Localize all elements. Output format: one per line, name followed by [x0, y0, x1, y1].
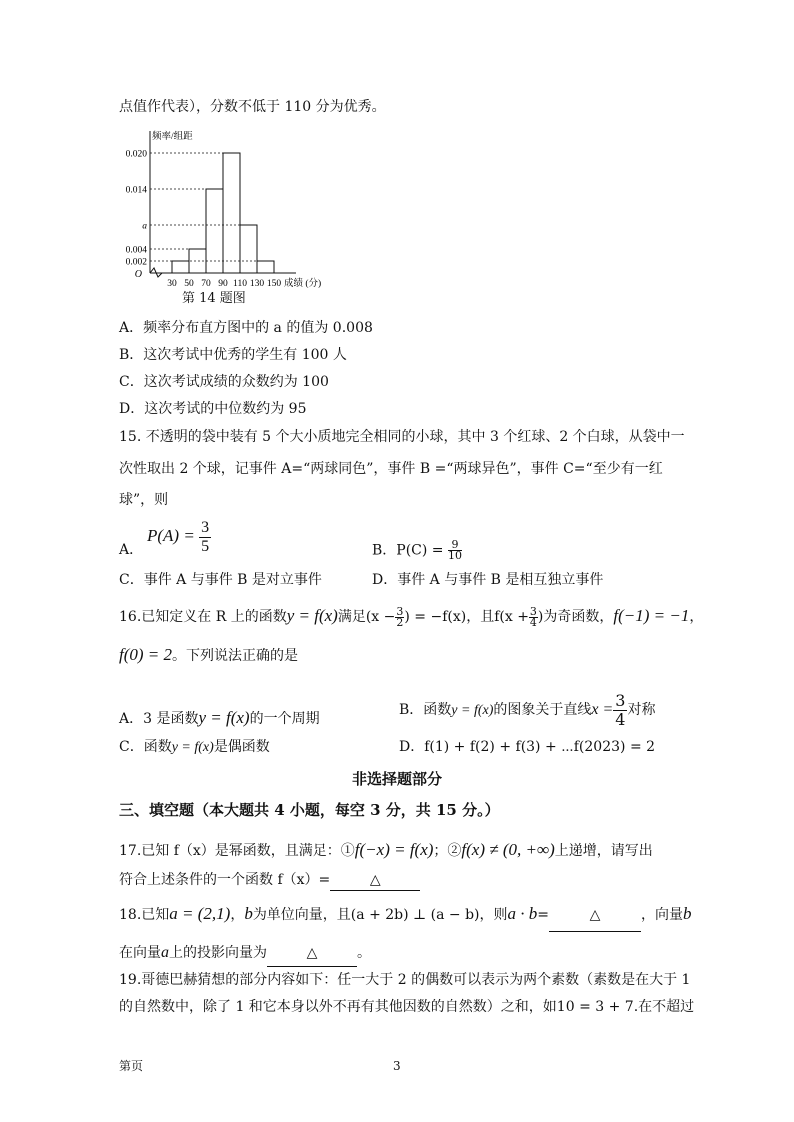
page-number: 3	[393, 1059, 401, 1073]
q17-prompt: 符合上述条件的一个函数 f（x）=	[119, 872, 331, 888]
q18-comma: ，	[230, 907, 245, 923]
q16-option-a	[119, 704, 320, 733]
q15-line-1: 15. 不透明的袋中装有 5 个大小质地完全相同的小球，其中 3 个红球、2 个白球，从袋中一	[119, 429, 685, 445]
q14-option-c: C．这次考试成绩的众数约为 100	[119, 374, 329, 390]
q15-b-num: 9	[448, 540, 462, 551]
q17-answer-blank[interactable]: △	[330, 870, 420, 891]
q15-option-b	[372, 540, 462, 561]
q19-line-1: 19.哥德巴赫猜想的部分内容如下：任一大于 2 的偶数可以表示为两个素数（素数是在大于 1	[119, 972, 691, 988]
q17-sep: ；②	[433, 843, 462, 859]
q16-prompt: 。下列说法正确的是	[172, 648, 299, 664]
q15-line-3: 球”，则	[119, 492, 169, 508]
q16-c-pre: C．函数	[119, 739, 172, 755]
y-tick-label: 0.014	[125, 185, 147, 196]
q18-condition: 为单位向量，且(a + 2b) ⊥ (a − b)，则	[252, 907, 508, 923]
x-tick-label: 130	[249, 279, 265, 289]
q18-line-1	[119, 898, 692, 932]
q18-intro: 18.已知	[119, 907, 170, 923]
q17-line-2	[119, 870, 420, 891]
q16-option-b	[399, 690, 655, 731]
q16-c1-den: 2	[396, 615, 404, 629]
q16-line-1	[119, 600, 703, 633]
q16-f-minus-one: f(−1) = −1	[613, 606, 690, 625]
q16-b-pre: B．函数	[399, 702, 452, 718]
q16-cond1-b: ) = −f(x)，且f(x +	[404, 609, 529, 625]
q16-c-function: y = f(x)	[171, 740, 214, 755]
y-axis-label: 频率/组距	[152, 132, 193, 142]
q16-b-num: 3	[615, 690, 626, 710]
q15-option-a-expr-text: P(A) =	[147, 526, 195, 545]
q16-b-fraction	[613, 692, 627, 729]
part3-title: 三、填空题（本大题共 4 小题，每空 3 分，共 15 分。）	[119, 801, 500, 819]
histogram-bar	[240, 225, 257, 273]
q16-b-mid: 的图象关于直线	[493, 702, 592, 718]
x-axis-label: 成绩 (分)	[284, 279, 322, 289]
q16-option-d: D．f(1) + f(2) + f(3) + ⋯f(2023) = 2	[399, 739, 656, 755]
q14-option-b: B．这次考试中优秀的学生有 100 人	[119, 347, 347, 363]
q16-c1-num: 3	[396, 604, 404, 618]
q15-option-b-fraction	[448, 540, 462, 561]
q16-a-function: y = f(x)	[198, 708, 250, 727]
q15-option-d: D．事件 A 与事件 B 是相互独立事件	[372, 572, 604, 588]
q15-a-num: 3	[201, 518, 210, 536]
q16-a-pre: A．3 是函数	[119, 711, 199, 727]
q18-vector-a: a = (2,1)	[169, 904, 231, 923]
y-tick-label: a	[142, 221, 147, 232]
x-tick-label: 50	[184, 279, 194, 289]
x-tick-label: 150	[266, 279, 282, 289]
x-tick-label: 30	[167, 279, 177, 289]
x-tick-label: 110	[233, 279, 247, 289]
q16-option-c	[119, 737, 270, 758]
q15-option-b-label: B．P(C) =	[372, 542, 444, 559]
q18-line2-pre: 在向量	[119, 945, 161, 961]
q16-condition-label: 满足	[337, 609, 366, 625]
y-tick-label: 0.002	[125, 257, 147, 268]
q18-vector-b: b	[244, 904, 253, 923]
q16-line-2	[119, 641, 298, 670]
q16-function: y = f(x)	[286, 606, 338, 625]
x-tick-label: 70	[201, 279, 211, 289]
q18-line-2	[119, 940, 371, 967]
q17-intro: 17.已知 f（x）是幂函数，且满足：①	[119, 843, 355, 859]
histogram-bar	[172, 261, 189, 273]
q18-equals: =	[537, 907, 549, 923]
q16-comma: ，	[689, 609, 704, 625]
q16-b-den: 4	[615, 709, 626, 729]
q16-c2-den: 4	[529, 615, 537, 629]
x-tick-label: 90	[218, 279, 228, 289]
q16-b-post: 对称	[627, 702, 656, 718]
origin-label: O	[134, 269, 142, 280]
q15-option-a-label: A．	[119, 542, 144, 558]
q18-answer-blank-1[interactable]: △	[549, 899, 641, 932]
q18-vector-label: ，向量	[641, 907, 683, 923]
q16-cond2-fraction	[529, 604, 538, 629]
q15-option-a-expr	[147, 516, 211, 556]
q18-vector-a-2: a	[161, 944, 169, 961]
q16-a-post: 的一个周期	[249, 711, 320, 727]
q18-dot-product: a · b	[507, 904, 538, 923]
section-title: 非选择题部分	[351, 770, 442, 788]
y-tick-label: 0.004	[125, 245, 147, 256]
q16-cond2-b: )为奇函数，	[537, 609, 614, 625]
histogram-chart	[112, 125, 352, 305]
q16-b-x: x =	[591, 701, 614, 718]
chart-caption: 第 14 题图	[182, 291, 246, 306]
q15-option-c: C．事件 A 与事件 B 是对立事件	[119, 572, 322, 588]
q19-line-2: 的自然数中，除了 1 和它本身以外不再有其他因数的自然数）之和，如10 = 3 + 7.在不超过	[119, 999, 695, 1015]
q14-option-a: A．频率分布直方图中的 a 的值为 0.008	[119, 320, 373, 336]
histogram-bar	[206, 189, 223, 273]
q16-f-zero: f(0) = 2	[119, 645, 173, 664]
q18-line2-end: 。	[357, 945, 371, 961]
histogram-bar	[257, 261, 274, 273]
q17-condition-2: f(x) ≠ (0, +∞)	[461, 840, 555, 859]
q15-line-2: 次性取出 2 个球，记事件 A=“两球同色”，事件 B =“两球异色”，事件 C=“至少有一红	[119, 461, 663, 477]
q14-option-d: D．这次考试的中位数约为 95	[119, 401, 307, 417]
q18-vector-b-2: b	[683, 904, 692, 923]
q16-c-post: 是偶函数	[213, 739, 270, 755]
histogram-bar	[223, 153, 240, 273]
footer-left: 第页	[119, 1059, 144, 1073]
q16-intro: 16.已知定义在 R 上的函数	[119, 609, 287, 625]
q16-b-function: y = f(x)	[451, 703, 494, 718]
y-tick-label: 0.020	[125, 149, 147, 160]
q18-answer-blank-2[interactable]: △	[267, 940, 357, 967]
q15-a-den: 5	[201, 537, 210, 555]
q17-condition-1: f(−x) = f(x)	[354, 840, 434, 859]
q15-option-a-fraction	[199, 519, 211, 556]
q17-tail: 上递增，请写出	[554, 843, 653, 859]
q15-b-den: 10	[447, 549, 462, 562]
q16-c2-num: 3	[529, 604, 537, 618]
q18-line2-mid: 上的投影向量为	[169, 945, 267, 961]
q17-line-1	[119, 834, 653, 867]
q16-cond1-a: (x −	[365, 609, 396, 625]
top-text: 点值作代表），分数不低于 110 分为优秀。	[119, 99, 386, 115]
